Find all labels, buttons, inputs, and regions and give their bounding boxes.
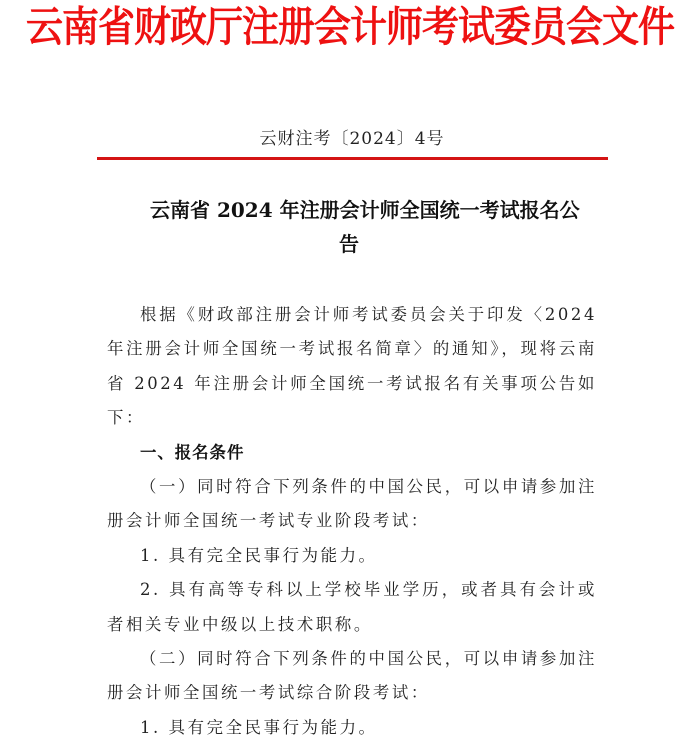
subsection-1-item-1: 1. 具有完全民事行为能力。 [140,545,378,565]
document-body [107,298,597,745]
red-divider-rule [97,157,608,160]
intro-paragraph: 根据《财政部注册会计师考试委员会关于印发〈2024 年注册会计师全国统一考试报名简章〉的通知》，现将云南省 2024 年注册会计师全国统一考试报名有关事项公告如下： [107,305,597,428]
subsection-1-paragraph: （一）同时符合下列条件的中国公民，可以申请参加注册会计师全国统一考试专业阶段考试： [107,477,597,531]
subsection-2-paragraph: （二）同时符合下列条件的中国公民，可以申请参加注册会计师全国统一考试综合阶段考试： [107,649,597,703]
title-line-1: 云南省 2024 年注册会计师全国统一考试报名公 [150,198,580,222]
document-number: 云财注考〔2024〕4号 [259,129,445,149]
subsection-2-item-1: 1. 具有完全民事行为能力。 [140,717,378,737]
section-heading-registration-conditions: 一、报名条件 [140,442,245,462]
document-masthead: 云南省财政厅注册会计师考试委员会文件 [26,3,674,52]
subsection-1-item-2: 2. 具有高等专科以上学校毕业学历，或者具有会计或者相关专业中级以上技术职称。 [107,580,597,634]
document-title [150,193,595,261]
title-line-2: 告 [339,232,359,256]
